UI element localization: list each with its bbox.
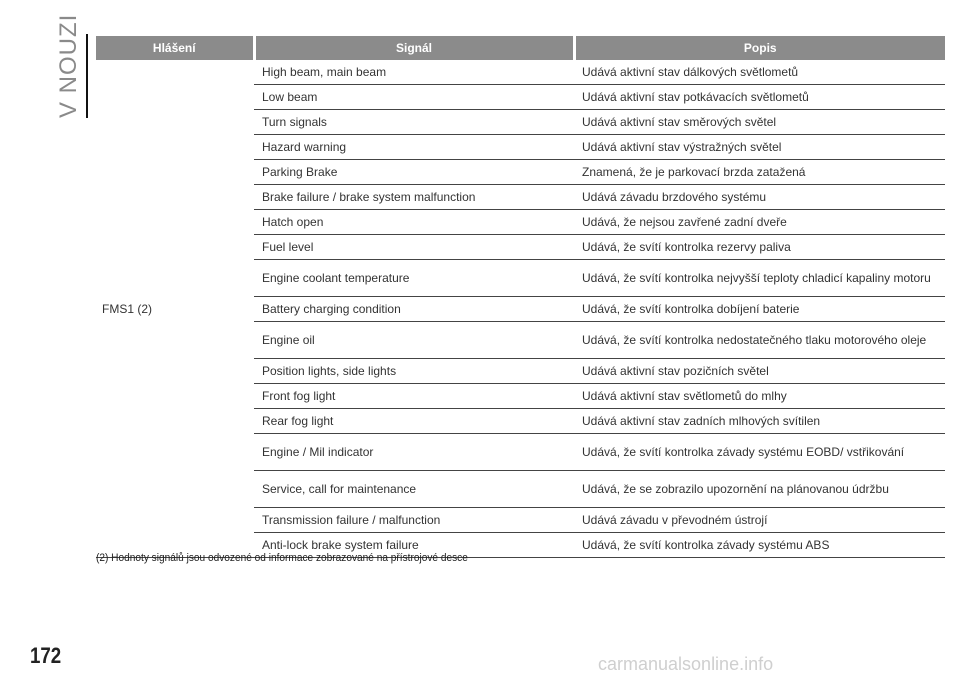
description-cell: Udává závadu brzdového systému: [574, 185, 945, 210]
signal-cell: Front fog light: [254, 384, 574, 409]
signal-cell: Parking Brake: [254, 160, 574, 185]
message-cell: FMS1 (2): [96, 60, 254, 558]
section-title: V NOUZI: [55, 13, 82, 118]
description-cell: Udává aktivní stav pozičních světel: [574, 359, 945, 384]
signal-cell: Transmission failure / malfunction: [254, 508, 574, 533]
description-cell: Udává, že svítí kontrolka dobíjení baterie: [574, 297, 945, 322]
signal-cell: Service, call for maintenance: [254, 471, 574, 508]
signal-cell: Low beam: [254, 85, 574, 110]
description-cell: Udává, že se zobrazilo upozornění na plánovanou údržbu: [574, 471, 945, 508]
signal-table: [96, 36, 945, 558]
header-signal: Signál: [254, 36, 574, 60]
signal-cell: Engine coolant temperature: [254, 260, 574, 297]
description-cell: Udává, že svítí kontrolka nedostatečného tlaku motorového oleje: [574, 322, 945, 359]
page-number: 172: [30, 643, 62, 668]
description-cell: Udává závadu v převodném ústrojí: [574, 508, 945, 533]
description-cell: Znamená, že je parkovací brzda zatažená: [574, 160, 945, 185]
section-divider: [86, 34, 88, 118]
header-message: Hlášení: [96, 36, 254, 60]
description-cell: Udává, že nejsou zavřené zadní dveře: [574, 210, 945, 235]
signal-cell: Turn signals: [254, 110, 574, 135]
header-description: Popis: [574, 36, 945, 60]
description-cell: Udává, že svítí kontrolka závady systému ABS: [574, 533, 945, 558]
signal-cell: Brake failure / brake system malfunction: [254, 185, 574, 210]
description-cell: Udává aktivní stav směrových světel: [574, 110, 945, 135]
signal-cell: Position lights, side lights: [254, 359, 574, 384]
description-cell: Udává, že svítí kontrolka závady systému EOBD/ vstřikování: [574, 434, 945, 471]
description-cell: Udává, že svítí kontrolka rezervy paliva: [574, 235, 945, 260]
description-cell: Udává aktivní stav světlometů do mlhy: [574, 384, 945, 409]
description-cell: Udává, že svítí kontrolka nejvyšší teploty chladicí kapaliny motoru: [574, 260, 945, 297]
signal-cell: Fuel level: [254, 235, 574, 260]
table-header-row: [96, 36, 945, 60]
description-cell: Udává aktivní stav výstražných světel: [574, 135, 945, 160]
description-cell: Udává aktivní stav zadních mlhových svítilen: [574, 409, 945, 434]
watermark: carmanualsonline.info: [598, 654, 774, 674]
signal-cell: Battery charging condition: [254, 297, 574, 322]
signal-cell: Hazard warning: [254, 135, 574, 160]
signal-cell: High beam, main beam: [254, 60, 574, 85]
description-cell: Udává aktivní stav potkávacích světlometů: [574, 85, 945, 110]
signal-cell: Rear fog light: [254, 409, 574, 434]
signal-cell: Anti-lock brake system failure: [254, 533, 574, 558]
signal-cell: Engine oil: [254, 322, 574, 359]
footnote: (2) Hodnoty signálů jsou odvozené od informace zobrazované na přístrojové desce: [96, 552, 468, 564]
description-cell: Udává aktivní stav dálkových světlometů: [574, 60, 945, 85]
signal-cell: Engine / Mil indicator: [254, 434, 574, 471]
signal-cell: Hatch open: [254, 210, 574, 235]
table-row: [96, 60, 945, 85]
